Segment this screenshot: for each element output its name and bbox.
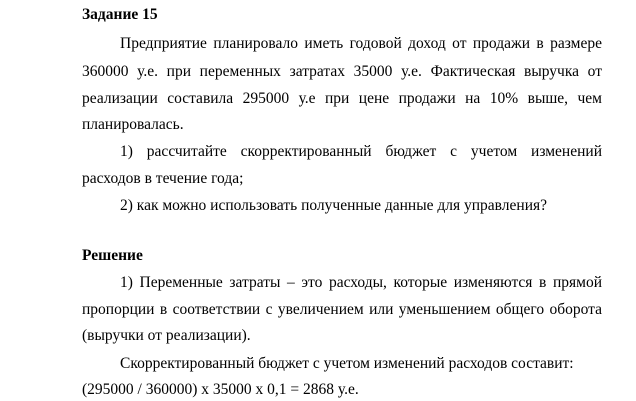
task-heading: Задание 15 xyxy=(82,6,158,23)
task-line-4: планировалась. xyxy=(82,116,184,133)
task-line-2: 360000 у.е. при переменных затратах 35000 у.е. Фактическая выручка от xyxy=(82,63,602,80)
solution-line-2: пропорции в соответствии с увеличением или уменьшением общего оборота xyxy=(82,301,602,318)
solution-line-3: (выручки от реализации). xyxy=(82,327,251,344)
solution-paragraph-2: Скорректированный бюджет с учетом изменений расходов составит: xyxy=(120,355,574,372)
question-1-line-1: 1) рассчитайте скорректированный бюджет с учетом изменений xyxy=(120,143,602,160)
solution-formula: (295000 / 360000) х 35000 х 0,1 = 2868 у.е. xyxy=(82,381,359,398)
question-1-line-2: расходов в течение года; xyxy=(82,170,244,187)
task-line-3: реализации составила 295000 у.е при цене продажи на 10% выше, чем xyxy=(82,90,602,107)
solution-line-1: 1) Переменные затраты – это расходы, которые изменяются в прямой xyxy=(120,274,602,291)
solution-heading: Решение xyxy=(82,247,143,264)
task-line-1: Предприятие планировало иметь годовой доход от продажи в размере xyxy=(120,35,602,52)
task-question-2: 2) как можно использовать полученные данные для управления? xyxy=(120,197,547,214)
